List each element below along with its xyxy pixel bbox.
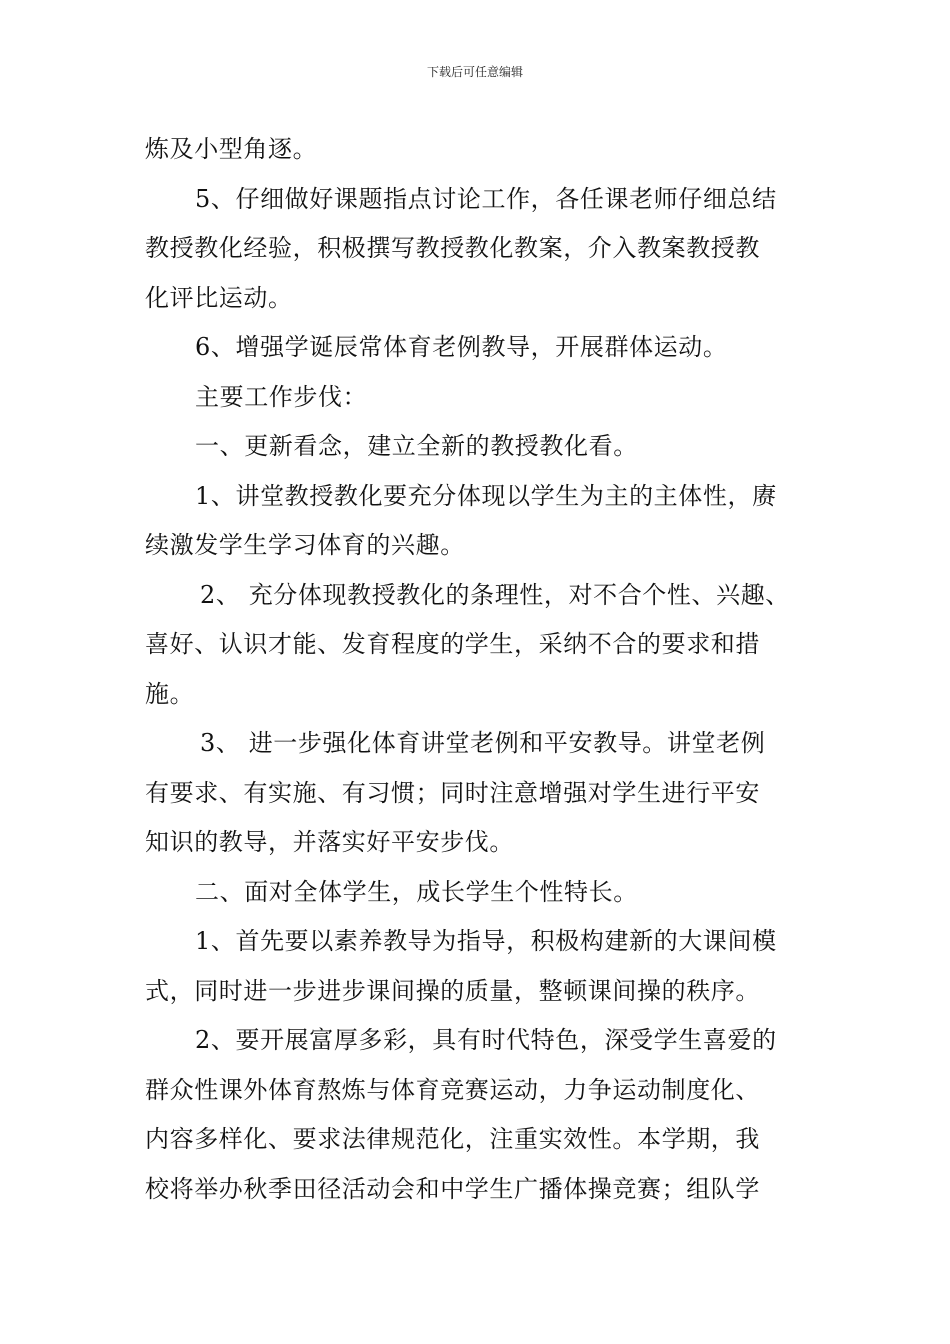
- document-body: [145, 125, 825, 1214]
- text-line: 群众性课外体育熬炼与体育竞赛运动，力争运动制度化、: [145, 1075, 760, 1104]
- text-line: 一、更新看念，建立全新的教授教化看。: [195, 432, 638, 460]
- text-line: 校将举办秋季田径活动会和中学生广播体操竞赛；组队学: [145, 1174, 760, 1203]
- text-line: 2、要开展富厚多彩，具有时代特色，深受学生喜爱的: [195, 1026, 777, 1054]
- text-line: 内容多样化、要求法律规范化，注重实效性。本学期，我: [145, 1125, 760, 1153]
- text-line: 式，同时进一步进步课间操的质量，整顿课间操的秩序。: [145, 976, 760, 1005]
- text-line: 施。: [145, 679, 195, 708]
- text-line: 二、面对全体学生，成长学生个性特长。: [195, 877, 638, 906]
- text-line: 2、 充分体现教授教化的条理性，对不合个性、兴趣、: [200, 580, 790, 609]
- text-line: 续激发学生学习体育的兴趣。: [145, 531, 465, 559]
- text-line: 教授教化经验，积极撰写教授教化教案，介入教案教授教: [145, 234, 760, 262]
- text-line: 3、 进一步强化体育讲堂老例和平安教导。讲堂老例: [200, 729, 766, 757]
- page-header: 下载后可任意编辑: [426, 65, 523, 79]
- text-line: 知识的教导，并落实好平安步伐。: [145, 828, 514, 856]
- text-line: 1、首先要以素养教导为指导，积极构建新的大课间模: [195, 927, 777, 955]
- text-line: 1、讲堂教授教化要充分体现以学生为主的主体性，赓: [195, 481, 777, 510]
- text-line: 有要求、有实施、有习惯；同时注意增强对学生进行平安: [145, 778, 760, 807]
- text-line: 炼及小型角逐。: [145, 135, 318, 163]
- text-line: 化评比运动。: [145, 283, 293, 312]
- text-line: 5、仔细做好课题指点讨论工作，各任课老师仔细总结: [195, 184, 777, 213]
- text-line: 主要工作步伐：: [195, 382, 368, 411]
- text-line: 喜好、认识才能、发育程度的学生，采纳不合的要求和措: [145, 630, 760, 658]
- text-line: 6、增强学诞辰常体育老例教导，开展群体运动。: [195, 333, 728, 361]
